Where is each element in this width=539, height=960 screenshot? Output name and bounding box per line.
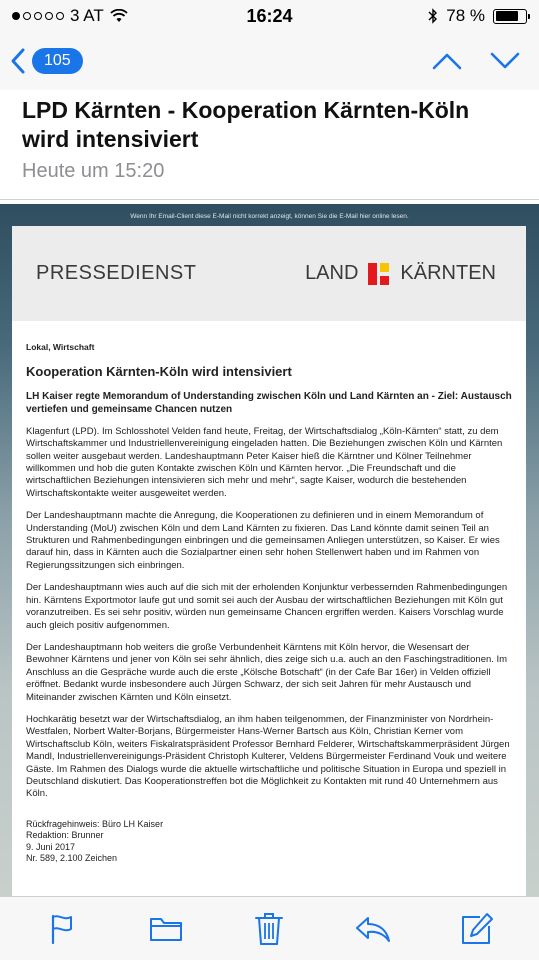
article-paragraph: Hochkarätig besetzt war der Wirtschaftsdialog, an ihm haben teilgenommen, der Finanzminister von Nordrhein-Westfalen, Norbert Walter-Borjans, Bürgermeister Hans-Werner Bartsch aus Köln, Christian Kerner vom Wirtschaftsclub Köln, weiters Fiskalratspräsident Professor Bernhard Felderer, Wirtschaftskammerpräsident Jürgen Mandl, Industriellenvereinigungs-Präsident Christoph Kulterer, Veldens Bürgermeister Ferdinand Vouk und weitere Gäste. Im Rahmen des Dialogs wurde die aktuelle wirtschaftliche und politische Situation in Europa und speziell in Deutschland diskutiert. Das Kooperationstreffen bot die Möglichkeit zu Kontakten mit rund 40 Unternehmern aus Köln. bbox=[26, 713, 510, 800]
article-paragraph: Der Landeshauptmann wies auch auf die sich mit der erholenden Konjunktur verbessernden Rahmenbedingungen hin. Kärntens Exportmotor laufe gut und somit sei auch der Ausbau der wirtschaftlichen Beziehungen mit Köln gut voranzutreiben. Es sei sehr positiv, würden nun gemeinsame Chancen ergriffen werden. Kaisers Vorschlag wurde auch gleich positiv aufgenommen. bbox=[26, 582, 508, 631]
mail-nav-bar bbox=[0, 32, 539, 90]
reply-icon bbox=[354, 915, 392, 943]
mail-toolbar bbox=[0, 896, 539, 960]
letter-header bbox=[12, 226, 526, 321]
compose-button[interactable] bbox=[457, 909, 497, 949]
mail-header bbox=[0, 90, 539, 200]
trash-icon bbox=[254, 912, 284, 946]
flag-icon bbox=[48, 913, 76, 945]
contact-line: Redaktion: Brunner bbox=[26, 830, 104, 841]
compose-icon bbox=[460, 912, 494, 946]
carrier-label: 3 AT bbox=[70, 6, 104, 25]
chevron-down-icon[interactable] bbox=[489, 51, 521, 71]
article-lead: LH Kaiser regte Memorandum of Understanding zwischen Köln und Land Kärnten an - Ziel: Austausch vertiefen und gemeinsame Chancen nutzen bbox=[26, 390, 512, 415]
message-navigation bbox=[431, 51, 529, 71]
logo-text-land: LAND bbox=[305, 262, 359, 284]
wifi-icon bbox=[110, 9, 128, 23]
article-paragraph: Der Landeshauptmann machte die Anregung, die Kooperationen zu definieren und in einem Memorandum of Understanding (MoU) zwischen Köln und dem Land Kärnten zu fixieren. Das Land könnte damit seinen Teil an Strukturen und Rahmenbedingungen einbringen und die gemeinsamen Anliegen unterstützen, so Kaiser. Er wies darauf hin, dass in Kärnten auch die Sozialpartner einen sehr hohen Stellenwert haben und im Rahmen von Regierungssitzungen sich einbringen. bbox=[26, 510, 500, 571]
article bbox=[12, 321, 526, 865]
article-paragraph: Klagenfurt (LPD). Im Schlosshotel Velden fand heute, Freitag, der Wirtschaftsdialog „Köln-Kärnten“ statt, zu dem Wirtschaftskammer und Industriellenvereinigung eingeladen hatten. Die Beziehungen zwischen Köln und Kärnten sollen weiter ausgebaut werden. Landeshauptmann Peter Kaiser hieß die Kärntner und Kölner Teilnehmer willkommen und hob die guten Kontakte zwischen Köln und Kärnten hervor. „Die Freundschaft und die wirtschaftlichen Beziehungen intensivieren sich mehr und mehr“, sagte Kaiser, wodurch die bestehenden Wirtschaftskontakte weiter ausgeweitet werden. bbox=[26, 425, 503, 499]
battery-percent: 78 % bbox=[446, 6, 485, 25]
battery-fill bbox=[496, 11, 519, 21]
clock: 16:24 bbox=[246, 5, 293, 26]
reply-button[interactable] bbox=[353, 909, 393, 949]
mail-subject: LPD Kärnten - Kooperation Kärnten-Köln wird intensiviert bbox=[22, 97, 470, 152]
delete-button[interactable] bbox=[249, 909, 289, 949]
folder-icon bbox=[149, 915, 183, 943]
status-bar bbox=[0, 0, 539, 32]
article-title: Kooperation Kärnten-Köln wird intensiviert bbox=[26, 364, 292, 380]
bluetooth-icon bbox=[428, 8, 438, 24]
signal-strength-icon bbox=[12, 12, 64, 20]
chevron-left-icon bbox=[10, 47, 26, 75]
logo-text-kaernten: KÄRNTEN bbox=[400, 262, 496, 284]
battery-icon bbox=[493, 9, 527, 24]
online-version-notice[interactable]: Wenn Ihr Email-Client diese E-Mail nicht korrekt anzeigt, können Sie die E-Mail hier online lesen. bbox=[130, 213, 409, 220]
land-kaernten-logo bbox=[305, 262, 496, 285]
mail-body[interactable] bbox=[0, 204, 539, 896]
back-button[interactable] bbox=[10, 47, 83, 75]
status-right bbox=[428, 6, 527, 26]
contact-line: Nr. 589, 2.100 Zeichen bbox=[26, 853, 118, 864]
logo-mark-icon bbox=[368, 263, 390, 285]
pressedienst-label: PRESSEDIENST bbox=[36, 262, 197, 284]
chevron-up-icon[interactable] bbox=[431, 51, 463, 71]
contact-info bbox=[26, 819, 512, 865]
flag-button[interactable] bbox=[42, 909, 82, 949]
mail-date: Heute um 15:20 bbox=[22, 160, 165, 182]
move-to-folder-button[interactable] bbox=[146, 909, 186, 949]
unread-count-badge: 105 bbox=[32, 48, 83, 74]
status-left bbox=[12, 6, 128, 26]
contact-line: 9. Juni 2017 bbox=[26, 841, 76, 852]
article-paragraph: Der Landeshauptmann hob weiters die große Verbundenheit Kärntens mit Köln hervor, die Wesensart der Bewohner Kärntens und jener von Köln sei sehr ähnlich, dies zeige sich u.a. auch an den Faschingstraditionen. Im Anschluss an die Gespräche wurde auch die erste „Kölsche Botschaft“ (in der Cafe Bar 16er) in Velden offiziell eröffnet. Bedankt wurde insbesondere auch Jürgen Schwarz, der sich seit Jahren für mehr Austausch und Miteinander zwischen Kärnten und Köln einsetzt. bbox=[26, 641, 508, 703]
contact-line: Rückfragehinweis: Büro LH Kaiser bbox=[26, 818, 164, 829]
newsletter-letter bbox=[12, 226, 526, 896]
article-category: Lokal, Wirtschaft bbox=[26, 342, 95, 352]
